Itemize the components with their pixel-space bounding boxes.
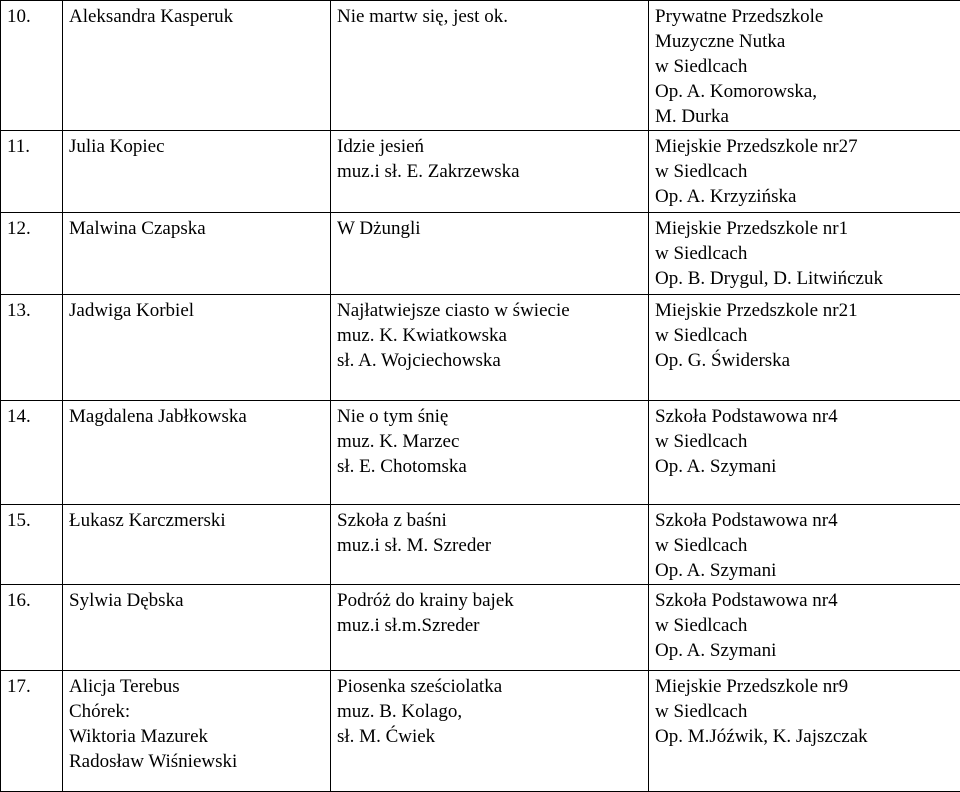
entry-number: 15. xyxy=(1,505,63,585)
performer-line: Julia Kopiec xyxy=(69,134,324,159)
song-line: Idzie jesień xyxy=(337,134,642,159)
song-line: Nie martw się, jest ok. xyxy=(337,4,642,29)
entry-number: 16. xyxy=(1,585,63,671)
song-line: sł. A. Wojciechowska xyxy=(337,348,642,373)
institution-line: Miejskie Przedszkole nr1 xyxy=(655,216,954,241)
performer-name xyxy=(63,671,331,792)
song-line: Szkoła z baśni xyxy=(337,508,642,533)
entry-number: 12. xyxy=(1,213,63,295)
performer-name xyxy=(63,213,331,295)
institution-line: w Siedlcach xyxy=(655,241,954,266)
institution xyxy=(649,585,960,671)
song-line: muz. K. Kwiatkowska xyxy=(337,323,642,348)
entry-number: 13. xyxy=(1,295,63,401)
performer-line: Łukasz Karczmerski xyxy=(69,508,324,533)
institution-line: Op. M.Jóźwik, K. Jajszczak xyxy=(655,724,954,749)
institution-line: M. Durka xyxy=(655,104,954,129)
institution-line: Miejskie Przedszkole nr9 xyxy=(655,674,954,699)
institution xyxy=(649,131,960,213)
entry-number: 14. xyxy=(1,401,63,505)
performer-line: Wiktoria Mazurek xyxy=(69,724,324,749)
table-row xyxy=(1,401,960,505)
song-line: sł. E. Chotomska xyxy=(337,454,642,479)
institution-line: Op. G. Świderska xyxy=(655,348,954,373)
performer-line: Chórek: xyxy=(69,699,324,724)
performer-name xyxy=(63,131,331,213)
institution xyxy=(649,295,960,401)
institution-line: Op. A. Komorowska, xyxy=(655,79,954,104)
institution-line: w Siedlcach xyxy=(655,429,954,454)
institution-line: w Siedlcach xyxy=(655,613,954,638)
table-row xyxy=(1,1,960,131)
table-row xyxy=(1,131,960,213)
institution-line: Op. A. Szymani xyxy=(655,454,954,479)
song-title xyxy=(331,131,649,213)
institution-line: w Siedlcach xyxy=(655,159,954,184)
song-line: Nie o tym śnię xyxy=(337,404,642,429)
song-title xyxy=(331,505,649,585)
table-row xyxy=(1,671,960,792)
table-row xyxy=(1,505,960,585)
performer-line: Jadwiga Korbiel xyxy=(69,298,324,323)
performer-line: Radosław Wiśniewski xyxy=(69,749,324,774)
performer-line: Sylwia Dębska xyxy=(69,588,324,613)
institution-line: w Siedlcach xyxy=(655,533,954,558)
song-line: muz. K. Marzec xyxy=(337,429,642,454)
institution-line: Op. A. Szymani xyxy=(655,558,954,583)
song-title xyxy=(331,295,649,401)
song-line: muz.i sł.m.Szreder xyxy=(337,613,642,638)
institution xyxy=(649,505,960,585)
table-row xyxy=(1,213,960,295)
entry-number: 17. xyxy=(1,671,63,792)
table-row xyxy=(1,295,960,401)
performer-line: Alicja Terebus xyxy=(69,674,324,699)
song-title xyxy=(331,585,649,671)
performer-name xyxy=(63,401,331,505)
performer-name xyxy=(63,295,331,401)
performer-line: Malwina Czapska xyxy=(69,216,324,241)
performer-line: Magdalena Jabłkowska xyxy=(69,404,324,429)
song-line: Najłatwiejsze ciasto w świecie xyxy=(337,298,642,323)
institution xyxy=(649,401,960,505)
institution-line: Szkoła Podstawowa nr4 xyxy=(655,404,954,429)
song-line: Piosenka sześciolatka xyxy=(337,674,642,699)
performer-line: Aleksandra Kasperuk xyxy=(69,4,324,29)
institution-line: w Siedlcach xyxy=(655,699,954,724)
performer-name xyxy=(63,585,331,671)
institution-line: Op. A. Szymani xyxy=(655,638,954,663)
song-title xyxy=(331,1,649,131)
entry-number: 10. xyxy=(1,1,63,131)
institution-line: w Siedlcach xyxy=(655,54,954,79)
institution-line: Miejskie Przedszkole nr21 xyxy=(655,298,954,323)
performer-name xyxy=(63,1,331,131)
institution-line: w Siedlcach xyxy=(655,323,954,348)
song-line: W Dżungli xyxy=(337,216,642,241)
performer-name xyxy=(63,505,331,585)
song-line: sł. M. Ćwiek xyxy=(337,724,642,749)
institution-line: Miejskie Przedszkole nr27 xyxy=(655,134,954,159)
institution xyxy=(649,1,960,131)
institution-line: Szkoła Podstawowa nr4 xyxy=(655,508,954,533)
song-line: muz. B. Kolago, xyxy=(337,699,642,724)
song-title xyxy=(331,401,649,505)
institution-line: Op. A. Krzyzińska xyxy=(655,184,954,209)
institution-line: Muzyczne Nutka xyxy=(655,29,954,54)
institution xyxy=(649,671,960,792)
institution-line: Prywatne Przedszkole xyxy=(655,4,954,29)
song-line: Podróż do krainy bajek xyxy=(337,588,642,613)
song-title xyxy=(331,213,649,295)
institution-line: Op. B. Drygul, D. Litwińczuk xyxy=(655,266,954,291)
song-line: muz.i sł. E. Zakrzewska xyxy=(337,159,642,184)
institution-line: Szkoła Podstawowa nr4 xyxy=(655,588,954,613)
song-line: muz.i sł. M. Szreder xyxy=(337,533,642,558)
table-row xyxy=(1,585,960,671)
institution xyxy=(649,213,960,295)
entry-number: 11. xyxy=(1,131,63,213)
song-title xyxy=(331,671,649,792)
